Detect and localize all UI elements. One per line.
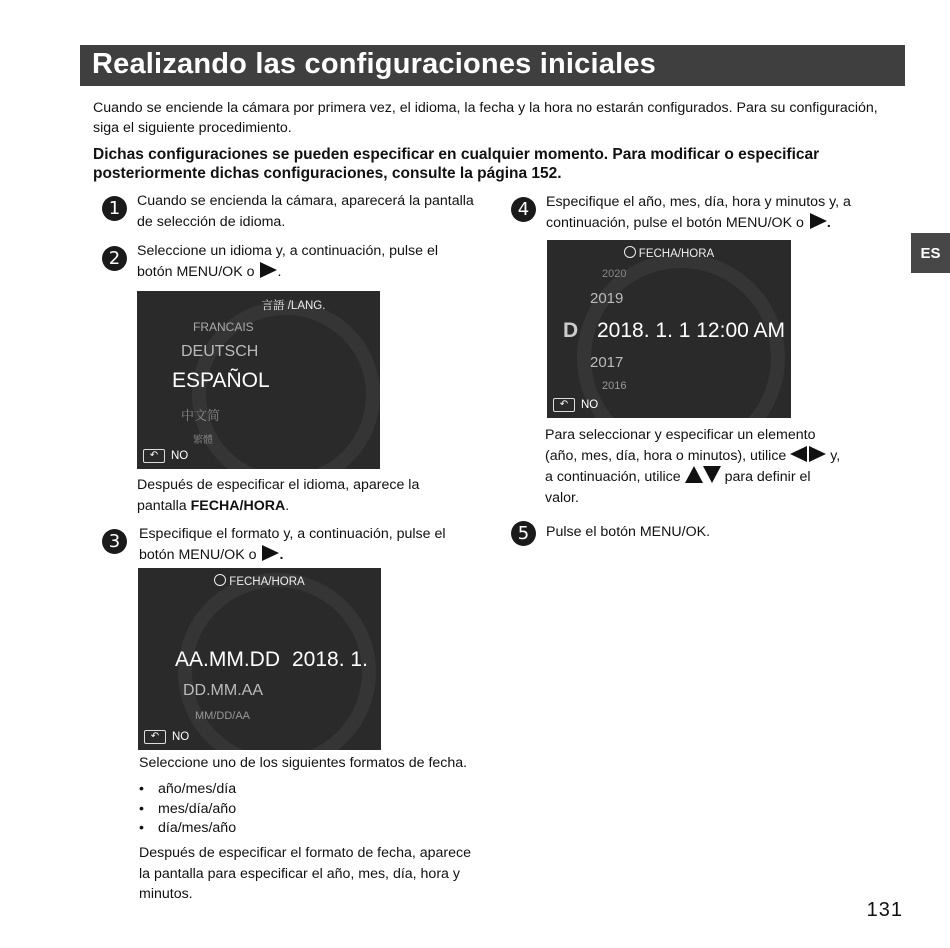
step-1-number: 1 (102, 196, 127, 221)
lang-option: FRANCAIS (193, 320, 254, 334)
select-text-c: para definir el valor. (545, 469, 811, 506)
screen-footer (144, 730, 189, 744)
back-icon: ↶ (144, 730, 166, 744)
back-icon: ↶ (143, 449, 165, 463)
list-item: • mes/día/año (139, 800, 236, 820)
back-icon: ↶ (553, 398, 575, 412)
date-main-value: 2018. 1. 1 12:00 AM (597, 319, 785, 342)
after-format-text: Después de especificar el formato de fecha, aparece la pantalla para especificar el año, mes, día, hora y minutos. (139, 845, 472, 902)
left-arrow-icon (790, 446, 807, 462)
step-3-end: . (279, 546, 284, 563)
step-4-label: Especifique el año, mes, día, hora y minutos y, a continuación, pulse el botón MENU/OK o (546, 194, 851, 231)
footer-no: NO (172, 731, 190, 743)
language-screen (137, 291, 380, 469)
clock-icon (214, 574, 226, 586)
right-arrow-icon (809, 446, 826, 462)
date-header-text: FECHA/HORA (638, 248, 715, 260)
year-option: 2017 (590, 354, 624, 371)
lang-option: 繁體 (193, 435, 213, 446)
intro-text: Cuando se enciende la cámara por primera vez, el idioma, la fecha y la hora no estarán configurados. Para su configuración, siga el siguiente procedimiento. (93, 100, 878, 136)
right-arrow-icon (262, 545, 279, 561)
select-text-b: y, a continuación, utilice (545, 447, 841, 485)
right-arrow-icon (810, 213, 827, 229)
bold-note: Dichas configuraciones se pueden especificar en cualquier momento. Para modificar o especificar posteriormente dichas configuraciones, consulte la página 152. (93, 146, 820, 182)
step-2-label: Seleccione un idioma y, a continuación, pulse el botón MENU/OK o (137, 243, 439, 280)
up-arrow-icon (685, 466, 703, 483)
lang-option-selected: ESPAÑOL (172, 369, 270, 392)
step-3-text (139, 524, 469, 565)
select-text-a: Para seleccionar y especificar un elemento (año, mes, día, hora o minutos), utilice (545, 427, 816, 464)
screen-footer (553, 398, 598, 412)
date-screen (547, 240, 791, 418)
select-text (545, 425, 845, 508)
clock-icon (624, 246, 636, 258)
format-option: DD.MM.AA (183, 682, 263, 699)
right-arrow-icon (260, 262, 277, 278)
step-5-text: Pulse el botón MENU/OK. (546, 524, 711, 540)
down-arrow-icon (703, 466, 721, 483)
step-4-end: . (826, 214, 831, 231)
year-option: 2019 (590, 290, 624, 307)
date-left-char: D (563, 319, 579, 342)
format-option-selected: AA.MM.DD (175, 648, 280, 671)
language-header-text: 言語 /LANG. (261, 300, 326, 312)
list-item: • año/mes/día (139, 780, 236, 800)
step-1-text: Cuando se encienda la cámara, aparecerá la pantalla de selección de idioma. (137, 193, 474, 230)
step-3-label: Especifique el formato y, a continuación, pulse el botón MENU/OK o (139, 526, 446, 563)
after-lang-post: . (285, 497, 290, 514)
step-2-end: . (277, 263, 282, 280)
format-screen-header (138, 574, 381, 588)
format-header-text: FECHA/HORA (229, 576, 305, 588)
after-lang-pre: Después de especificar el idioma, aparece la pantalla (137, 477, 420, 514)
year-option: 2016 (602, 380, 627, 392)
footer-no: NO (581, 399, 599, 411)
lang-option: 中文简 (181, 408, 221, 423)
list-item: • día/mes/año (139, 819, 236, 839)
step-4-text (546, 192, 866, 233)
format-date-value: 2018. 1. (292, 648, 368, 671)
format-option: MM/DD/AA (195, 710, 250, 722)
page-number: 131 (866, 899, 903, 921)
date-screen-header (547, 246, 791, 260)
step-2-number: 2 (102, 246, 127, 271)
format-list (139, 780, 236, 839)
step-5-number: 5 (511, 521, 536, 546)
page-title: Realizando las configuraciones iniciales (92, 48, 657, 80)
language-tab: ES (911, 233, 950, 273)
step-3-number: 3 (102, 529, 127, 554)
title-bar (80, 45, 905, 86)
format-intro: Seleccione uno de los siguientes formatos de fecha. (139, 755, 468, 771)
after-lang-bold: FECHA/HORA (190, 497, 286, 514)
step-2-text (137, 241, 467, 282)
footer-no: NO (171, 450, 189, 462)
screen-footer (143, 449, 188, 463)
format-screen (138, 568, 381, 750)
lang-option: DEUTSCH (181, 343, 259, 360)
step-4-number: 4 (511, 197, 536, 222)
year-option: 2020 (602, 268, 627, 280)
language-screen-header (137, 297, 380, 313)
after-lang-text (137, 475, 467, 516)
